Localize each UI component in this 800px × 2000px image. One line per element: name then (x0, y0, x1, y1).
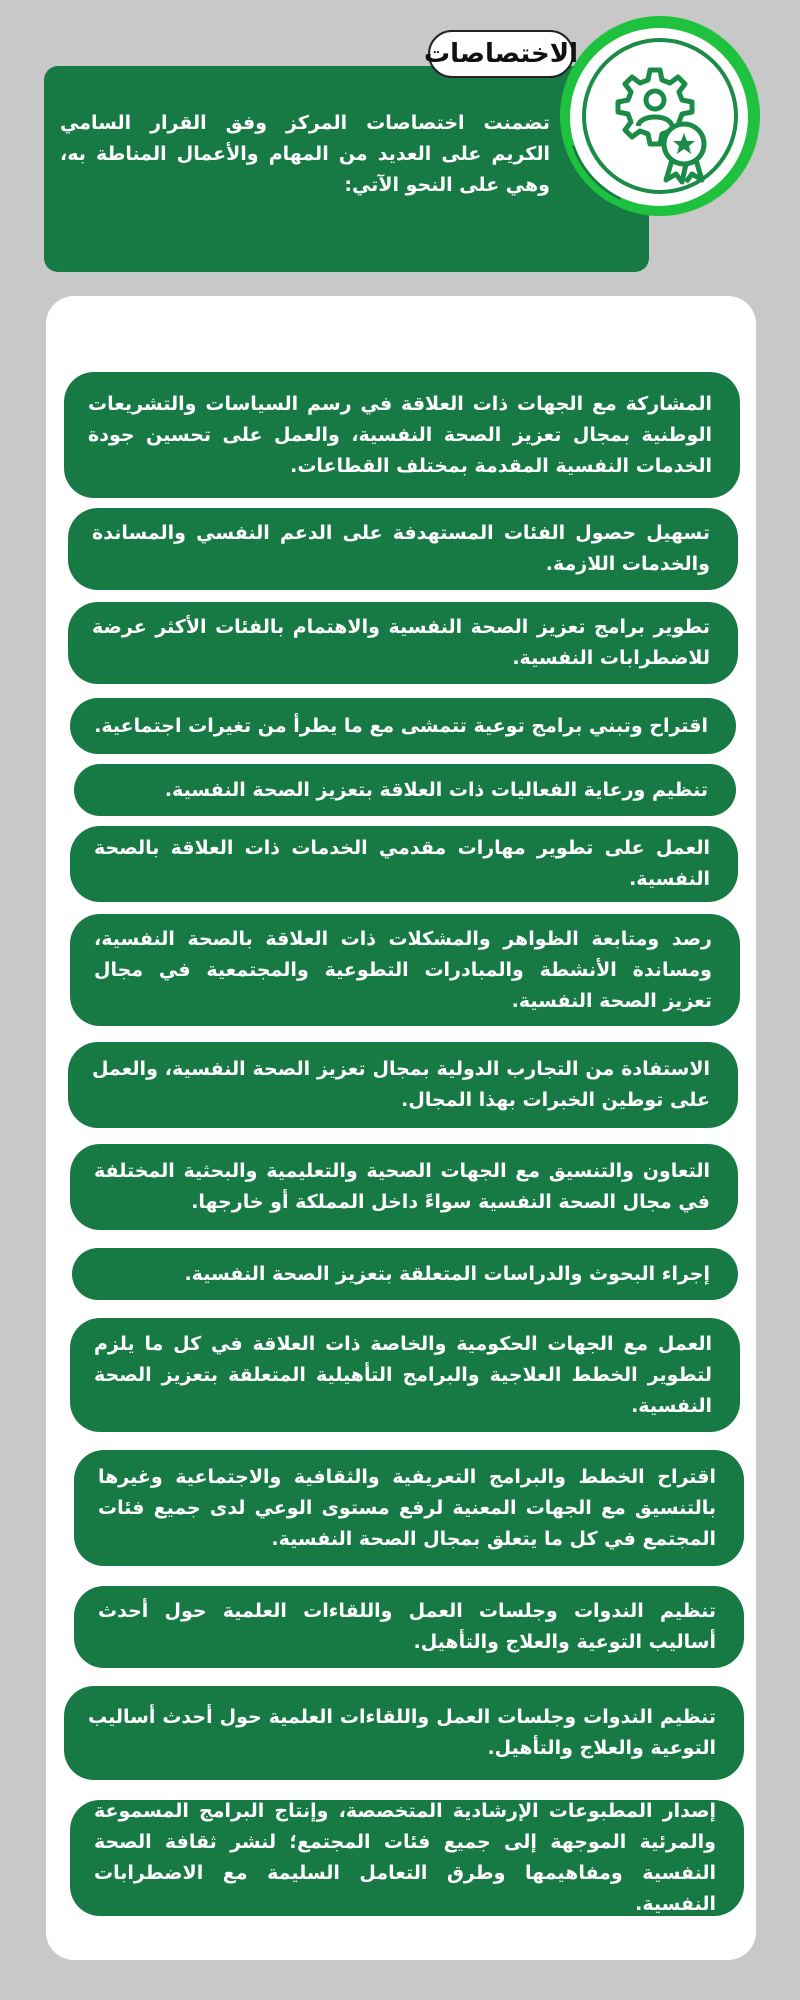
list-item: تنظيم الندوات وجلسات العمل واللقاءات العلمية حول أحدث أساليب التوعية والعلاج والتأهيل. (74, 1586, 744, 1668)
list-item: المشاركة مع الجهات ذات العلاقة في رسم السياسات والتشريعات الوطنية بمجال تعزيز الصحة النفسية، والعمل على تحسين جودة الخدمات النفسية المقدمة بمختلف القطاعات. (64, 372, 740, 498)
list-item: تطوير برامج تعزيز الصحة النفسية والاهتمام بالفئات الأكثر عرضة للاضطرابات النفسية. (68, 602, 738, 684)
list-item: العمل على تطوير مهارات مقدمي الخدمات ذات العلاقة بالصحة النفسية. (70, 826, 738, 902)
page-title: الاختصاصات (428, 30, 574, 78)
intro-text: تضمنت اختصاصات المركز وفق القرار السامي الكريم على العديد من المهام والأعمال المناطة به، وهي على النحو الآتي: (60, 112, 550, 196)
list-item: العمل مع الجهات الحكومية والخاصة ذات العلاقة في كل ما يلزم لتطوير الخطط العلاجية والبرامج التأهيلية المتعلقة بتعزيز الصحة النفسية. (70, 1318, 740, 1432)
list-item: إصدار المطبوعات الإرشادية المتخصصة، وإنتاج البرامج المسموعة والمرئية الموجهة إلى جميع فئات المجتمع؛ لنشر ثقافة الصحة النفسية ومفاهيمها وطرق التعامل السليمة مع الاضطرابات النفسية. (70, 1800, 744, 1916)
list-item: اقتراح الخطط والبرامج التعريفية والثقافية والاجتماعية وغيرها بالتنسيق مع الجهات المعنية لرفع مستوى الوعي لدى جميع فئات المجتمع في كل ما يتعلق بمجال الصحة النفسية. (74, 1450, 744, 1566)
list-item: تسهيل حصول الفئات المستهدفة على الدعم النفسي والمساندة والخدمات اللازمة. (68, 508, 738, 590)
list-item: تنظيم الندوات وجلسات العمل واللقاءات العلمية حول أحدث أساليب التوعية والعلاج والتأهيل. (64, 1686, 744, 1780)
list-item: الاستفادة من التجارب الدولية بمجال تعزيز الصحة النفسية، والعمل على توطين الخبرات بهذا المجال. (68, 1042, 738, 1128)
list-item: إجراء البحوث والدراسات المتعلقة بتعزيز الصحة النفسية. (72, 1248, 738, 1300)
list-item: تنظيم ورعاية الفعاليات ذات العلاقة بتعزيز الصحة النفسية. (74, 764, 736, 816)
list-item: رصد ومتابعة الظواهر والمشكلات ذات العلاقة بالصحة النفسية، ومساندة الأنشطة والمبادرات التطوعية والمجتمعية في مجال تعزيز الصحة النفسية. (70, 914, 740, 1026)
list-item: التعاون والتنسيق مع الجهات الصحية والتعليمية والبحثية المختلفة في مجال الصحة النفسية سواءً داخل المملكة أو خارجها. (70, 1144, 738, 1230)
gear-person-award-icon (594, 56, 726, 188)
list-item: اقتراح وتبني برامج توعية تتمشى مع ما يطرأ من تغيرات اجتماعية. (70, 698, 736, 754)
